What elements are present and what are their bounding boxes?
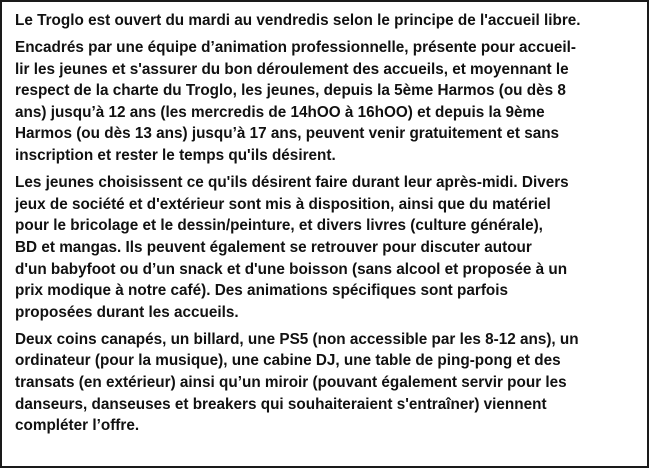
text-line: jeux de société et d'extérieur sont mis à disposition, ainsi que du matériel [15,195,551,213]
paragraph-opening-hours [15,10,643,32]
text-line: respect de la charte du Troglo, les jeunes, depuis la 5ème Harmos (ou dès 8 [15,82,566,100]
text-line: pour le bricolage et le dessin/peinture, et divers livres (culture générale), [15,217,543,235]
text-line: proposées durant les accueils. [15,303,239,321]
text-line: d'un babyfoot ou d’un snack et d'une boisson (sans alcool et proposée à un [15,260,568,278]
text-line: Le Troglo est ouvert du mardi au vendredis selon le principe de l'accueil libre. [15,12,581,29]
text-line: transats (en extérieur) ainsi qu’un miroir (pouvant également servir pour les [15,374,567,391]
text-line: Les jeunes choisissent ce qu'ils désirent faire durant leur après-midi. Divers [15,174,569,192]
text-line: compléter l’offre. [15,417,140,435]
text-line: danseurs, danseuses et breakers qui souhaiteraient s'entraîner) viennent [15,395,547,413]
paragraph-equipment [15,329,643,437]
text-line: BD et mangas. Ils peuvent également se retrouver pour discuter autour [15,238,532,256]
text-line: ordinateur (pour la musique), une cabine DJ, une table de ping-pong et des [15,352,561,370]
paragraph-supervision [15,37,643,167]
text-line: lir les jeunes et s'assurer du bon déroulement des accueils, et moyennant le [15,60,569,78]
text-line: inscription et rester le temps qu'ils désirent. [15,147,336,165]
text-line: Harmos (ou dès 13 ans) jusqu’à 17 ans, peuvent venir gratuitement et sans [15,125,560,143]
text-line: Deux coins canapés, un billard, une PS5 (non accessible par les 8-12 ans), un [15,330,579,348]
paragraph-activities [15,172,643,323]
text-content [15,10,643,442]
text-line: Encadrés par une équipe d’animation professionnelle, présente pour accueil- [15,39,577,57]
text-line: prix modique à notre café). Des animations spécifiques sont parfois [15,282,509,300]
text-line: ans) jusqu’à 12 ans (les mercredis de 14hOO à 16hOO) et depuis la 9ème [15,103,545,121]
